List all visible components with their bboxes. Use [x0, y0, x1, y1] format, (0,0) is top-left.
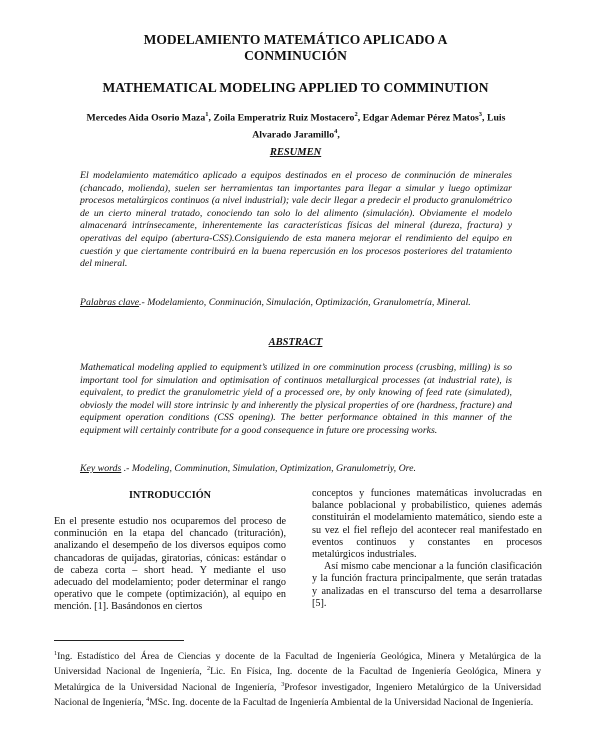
footnote-marker-3: 3 [281, 680, 285, 688]
author-3-affiliation: 3 [478, 111, 483, 118]
author-2-affiliation: 2 [354, 111, 358, 118]
author-1: Mercedes Aida Osorio Maza [86, 112, 206, 124]
footnote-text-2: Lic. En Física, Ing. docente de la Facultad de Ingeniería Geológica, Minera y Metalúrgica de la Universidad Nacional de Ingeniería, [54, 666, 542, 693]
author-1-affiliation: 1 [205, 111, 209, 118]
footnote-marker-2: 2 [207, 665, 211, 673]
author-separator: , [357, 112, 363, 124]
palabras-clave-label: Palabras clave [80, 297, 140, 308]
intro-left-column: En el presente estudio nos ocuparemos del proceso de conminución en la etapa del chancado (trituración), analizando el desempeño de los diversos equipos como chancadoras de quijadas, giratorias, cónicas: estándar o de cabeza corta – short head. Y mediante el uso adecuado del modelamiento; poder determinar el rango operativo que le compete (optimización), al equipo en mención. [1]. Basándonos en ciertos [54, 516, 286, 613]
title-spanish-line2: CONMINUCIÓN [244, 48, 347, 63]
footnote-divider [54, 640, 184, 641]
footnote-text-3: Profesor investigador, Ingeniero Metalúrgico de la Universidad Nacional de Ingeniería, [54, 681, 541, 709]
footnote-text-1: Ing. Estadístico del Área de Ciencias y docente de la Facultad de Ingeniería Geológica, Minera y Metalúrgica de la Universidad Nacional de Ingeniería, [54, 651, 541, 678]
author-4-affiliation: 4 [334, 127, 338, 135]
author-list [80, 108, 512, 142]
author-3: Edgar Ademar Pérez Matos [362, 112, 479, 124]
author-separator: , [482, 112, 487, 124]
key-words [80, 463, 512, 476]
abstract-text: Mathematical modeling applied to equipment’s utilized in ore comminution process (crusbing, milling) is so important tool for simulation and optimisation of continuos metallurgical processes (at industrial rate), is equivalent, to predict the granulometric yield of a processed ore, by only knowing of feed rate (simulated), obviosly the model will store intrinsic ly and inherently the plysical properties of ore (hardness, fracture) and equipment operation conditions (CSS opening). The better performance obtained in this manner of the equipment will certainly contribute for a good consequence in future ore processing works. [80, 362, 512, 436]
resumen-text: El modelamiento matemático aplicado a equipos destinados en el proceso de conminución de minerales (chancado, molienda), suelen ser herramientas tan importantes para llegar a simular y luego optimizar procesos metalúrgicos continuos (a nivel industrial); vale decir llegar a predecir el producto granulométrico de un cierto mineral tratado, conociendo tan solo lo del alimento (simulación). Obviamente el modelo almacenará intrínsecamente, inherentemente las características físicas del mineral (dureza, fractura) y operativas del equipo (abertura-CSS).Consiguiendo de esta manera mejorar el rendimiento del equipo en cuestión y que ciertamente contribuirá en la buena repercusión en los procesos posteriores del tratamiento del mineral. [80, 170, 512, 270]
intro-right-paragraph-1: conceptos y funciones matemáticas involucradas en balance poblacional y probabilístico, quienes además constituirán el modelamiento matemático, siendo este a su vez el fiel reflejo del acontecer real manifestado en eventos continuos y constantes en procesos metalúrgicos industriales. [312, 488, 542, 561]
footnote [54, 648, 541, 710]
author-4: Luis Alvarado Jaramillo [252, 112, 506, 141]
key-words-label: Key words [80, 463, 122, 474]
footnote-text-4: MSc. Ing. docente de la Facultad de Ingeniería Ambiental de la Universidad Nacional de Ingeniería. [149, 697, 534, 709]
author-separator: , [208, 112, 214, 124]
palabras-clave [80, 297, 512, 310]
key-words-text: .- Modeling, Comminution, Simulation, Optimization, Granulometriy, Ore. [121, 463, 416, 474]
introduccion-heading: INTRODUCCIÓN [128, 490, 212, 501]
title-spanish-line1: MODELAMIENTO MATEMÁTICO APLICADO A [143, 32, 448, 47]
author-2: Zoila Emperatriz Ruiz Mostacero [213, 112, 355, 124]
footnote-marker-4: 4 [146, 696, 150, 704]
intro-right-column [312, 488, 542, 610]
intro-right-paragraph-2: Así mismo cabe mencionar a la función clasificación y la función fractura principalmente, que serán tratadas y analizadas en el transcurso del tema a desarrollarse [5]. [312, 561, 542, 609]
title-english: MATHEMATICAL MODELING APPLIED TO COMMINUTION [102, 80, 489, 95]
footnote-marker-1: 1 [54, 650, 58, 657]
resumen-heading: RESUMEN [269, 147, 322, 158]
palabras-clave-text: .- Modelamiento, Conminución, Simulación, Optimización, Granulometría, Mineral. [139, 297, 471, 308]
abstract-heading: ABSTRACT [268, 337, 323, 348]
author-list-end: , [337, 129, 340, 141]
